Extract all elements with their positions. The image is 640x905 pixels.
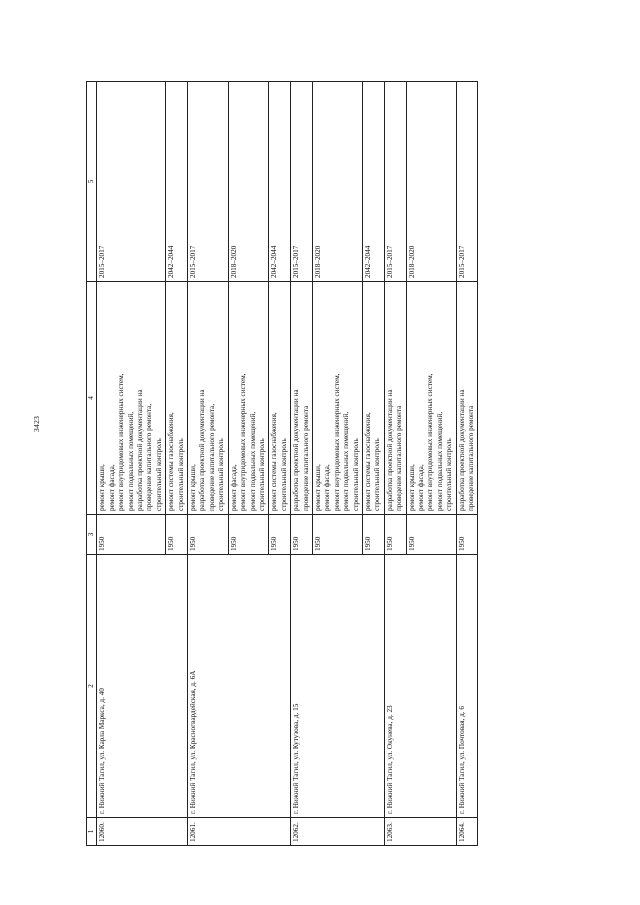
works-list (406, 282, 456, 515)
work-item: ремонт крыши, (189, 464, 198, 511)
work-item: ремонт фасада, (323, 464, 332, 511)
header-col-1: 1 (87, 818, 97, 846)
repair-period: 2015–2017 (456, 82, 478, 282)
work-item: ремонт подвальных помещений, (435, 411, 444, 511)
building-address: г. Нижний Тагил, ул. Окунева, д. 23 (384, 555, 456, 818)
work-item: ремонт внутридомовых инженерных систем, (239, 373, 248, 511)
repair-period: 2015–2017 (188, 82, 229, 282)
work-item: ремонт подвальных помещений, (248, 411, 257, 511)
repair-period: 2015–2017 (97, 82, 166, 282)
table-row (384, 82, 406, 846)
header-col-5: 5 (87, 82, 97, 282)
work-item: ремонт крыши, (98, 464, 107, 511)
work-item: ремонт системы газоснабжения, (270, 412, 279, 511)
work-item: проведение капитального ремонта (467, 405, 476, 511)
repair-period: 2015–2017 (291, 82, 313, 282)
construction-year: 1950 (228, 515, 269, 555)
row-number: 12064. (456, 818, 478, 846)
repair-period: 2018–2020 (228, 82, 269, 282)
work-item: ремонт фасада, (107, 464, 116, 511)
work-item: проведение капитального ремонта, (145, 403, 154, 511)
work-item: строительный контроль (154, 438, 163, 511)
work-item: проведение капитального ремонта, (207, 403, 216, 511)
works-list (456, 282, 478, 515)
table-body (97, 82, 478, 846)
construction-year: 1950 (406, 515, 456, 555)
document-table-container (86, 81, 564, 846)
construction-year: 1950 (362, 515, 384, 555)
work-item: проведение капитального ремонта (395, 405, 404, 511)
construction-year: 1950 (312, 515, 362, 555)
work-item: разработка проектной документации на (385, 389, 394, 511)
works-list (384, 282, 406, 515)
header-col-3: 3 (87, 515, 97, 555)
work-item: ремонт крыши, (407, 464, 416, 511)
work-item: ремонт внутридомовых инженерных систем, (117, 373, 126, 511)
construction-year: 1950 (188, 515, 229, 555)
work-item: ремонт фасада, (417, 464, 425, 511)
row-number: 12061. (188, 818, 291, 846)
work-item: ремонт крыши, (313, 464, 322, 511)
work-item: ремонт фасада, (229, 464, 238, 511)
row-number: 12063. (384, 818, 456, 846)
works-list (362, 282, 384, 515)
work-item: ремонт внутридомовых инженерных систем, (332, 373, 341, 511)
construction-year: 1950 (166, 515, 188, 555)
construction-year: 1950 (97, 515, 166, 555)
work-item: ремонт системы газоснабжения, (167, 412, 176, 511)
works-list (312, 282, 362, 515)
work-item: ремонт подвальных помещений, (126, 411, 135, 511)
row-number: 12062. (291, 818, 385, 846)
works-list (97, 282, 166, 515)
work-item: строительный контроль (373, 438, 382, 511)
table-row (188, 82, 229, 846)
work-item: разработка проектной документации на (457, 389, 466, 511)
construction-year: 1950 (456, 515, 478, 555)
work-item: разработка проектной документации на (198, 389, 207, 511)
work-item: проведение капитального ремонта (301, 405, 310, 511)
works-list (291, 282, 313, 515)
work-item: строительный контроль (351, 438, 360, 511)
work-item: строительный контроль (279, 438, 288, 511)
work-item: разработка проектной документации на (292, 389, 301, 511)
table-row (97, 82, 166, 846)
building-address: г. Нижний Тагил, ул. Почтовая, д. 6 (456, 555, 478, 818)
work-item: строительный контроль (445, 438, 454, 511)
work-item: строительный контроль (217, 438, 226, 511)
capital-repair-table (86, 81, 478, 846)
repair-period: 2018–2020 (312, 82, 362, 282)
construction-year: 1950 (291, 515, 313, 555)
table-row (456, 82, 478, 846)
work-item: разработка проектной документации на (136, 389, 145, 511)
works-list (269, 282, 291, 515)
repair-period: 2018–2020 (406, 82, 456, 282)
work-item: ремонт системы газоснабжения, (363, 412, 372, 511)
header-row (87, 82, 97, 846)
work-item: ремонт внутридомовых инженерных систем, (426, 373, 435, 511)
work-item: ремонт подвальных помещений, (342, 411, 351, 511)
works-list (228, 282, 269, 515)
works-list (166, 282, 188, 515)
building-address: г. Нижний Тагил, ул. Кутузова, д. 15 (291, 555, 385, 818)
table-row (291, 82, 313, 846)
construction-year: 1950 (384, 515, 406, 555)
repair-period: 2015–2017 (384, 82, 406, 282)
repair-period: 2042–2044 (362, 82, 384, 282)
building-address: г. Нижний Тагил, ул. Красногвардейская, д. 6А (188, 555, 291, 818)
works-list (188, 282, 229, 515)
work-item: строительный контроль (257, 438, 266, 511)
work-item: строительный контроль (176, 438, 185, 511)
repair-period: 2042–2044 (166, 82, 188, 282)
page-number: 3423 (32, 415, 41, 432)
row-number: 12060. (97, 818, 188, 846)
building-address: г. Нижний Тагил, ул. Карла Маркса, д. 40 (97, 555, 188, 818)
header-col-2: 2 (87, 555, 97, 818)
construction-year: 1950 (269, 515, 291, 555)
repair-period: 2042–2044 (269, 82, 291, 282)
header-col-4: 4 (87, 282, 97, 515)
